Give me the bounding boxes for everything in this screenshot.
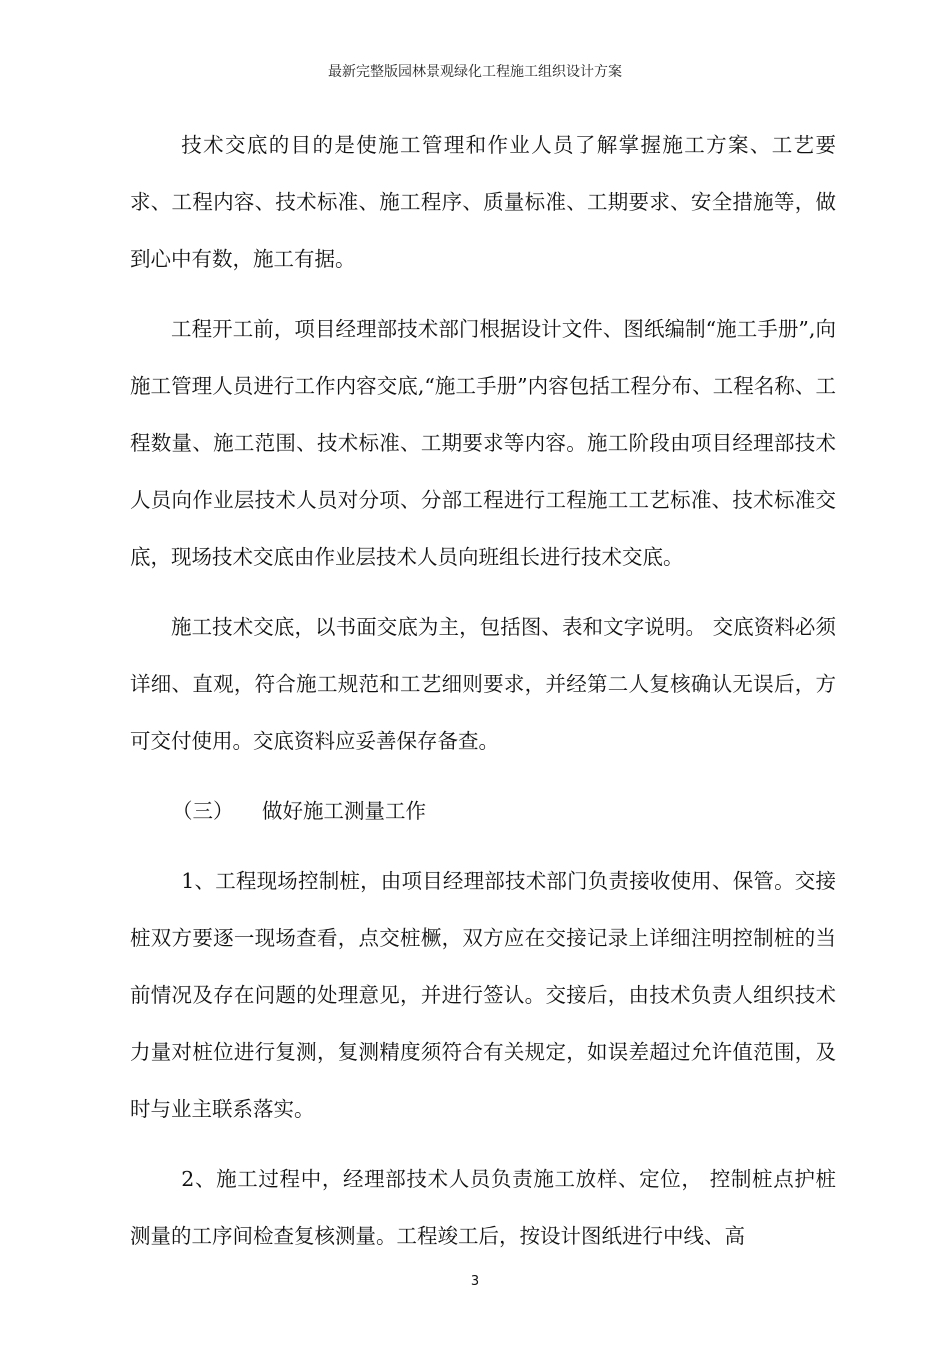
running-header: 最新完整版园林景观绿化工程施工组织设计方案 <box>328 64 622 80</box>
paragraph-technical-briefing-purpose: 技术交底的目的是使施工管理和作业人员了解掌握施工方案、工艺要求、工程内容、技术标准、施工程序、质量标准、工期要求、安全措施等，做到心中有数，施工有据。 <box>130 133 836 271</box>
section-number: （三） <box>172 799 234 823</box>
section-title: 做好施工测量工作 <box>262 799 426 823</box>
paragraph-construction-manual: 工程开工前，项目经理部技术部门根据设计文件、图纸编制“施工手册”,向施工管理人员进行工作内容交底,“施工手册”内容包括工程分布、工程名称、工程数量、施工范围、技术标准、工期要求等内容。施工阶段由项目经理部技术人员向作业层技术人员对分项、分部工程进行工程施工工艺标准、技术标准交底，现场技术交底由作业层技术人员向班组长进行技术交底。 <box>130 317 836 569</box>
page-number: 3 <box>470 1274 480 1289</box>
paragraph-construction-survey: 2、施工过程中，经理部技术人员负责施工放样、定位， 控制桩点护桩测量的工序间检查复核测量。工程竣工后，按设计图纸进行中线、高 <box>130 1167 836 1248</box>
paragraph-written-briefing: 施工技术交底，以书面交底为主，包括图、表和文字说明。 交底资料必须详细、直观，符合施工规范和工艺细则要求，并经第二人复核确认无误后，方可交付使用。交底资料应妥善保存备查。 <box>130 615 836 753</box>
paragraph-control-stakes: 1、工程现场控制桩，由项目经理部技术部门负责接收使用、保管。交接桩双方要逐一现场查看，点交桩橛，双方应在交接记录上详细注明控制桩的当前情况及存在问题的处理意见，并进行签认。交接后，由技术负责人组织技术力量对桩位进行复测，复测精度须符合有关规定，如误差超过允许值范围，及时与业主联系落实。 <box>130 869 836 1121</box>
body-text <box>130 117 836 1278</box>
section-heading <box>130 783 836 840</box>
